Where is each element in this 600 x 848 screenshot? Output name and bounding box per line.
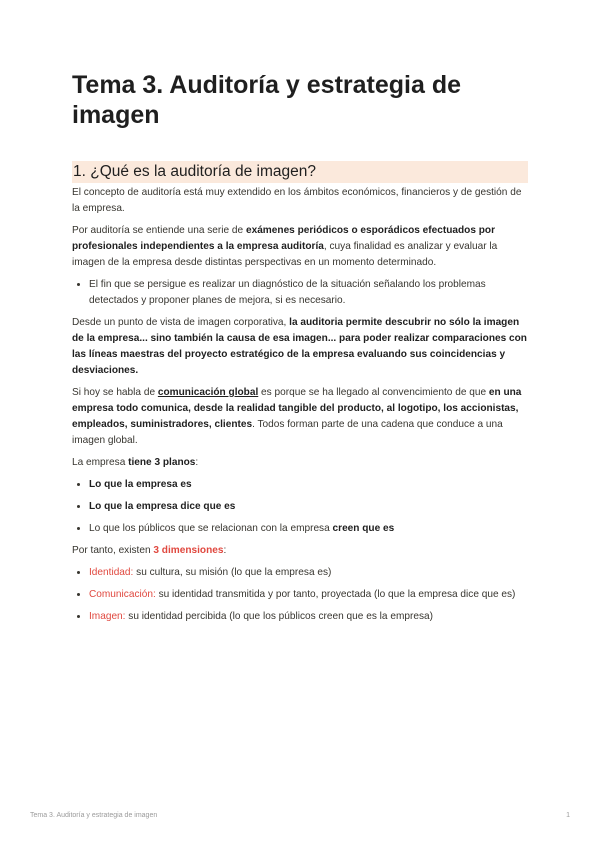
text-span: su identidad transmitida y por tanto, proyectada (lo que la empresa dice que es) <box>155 589 516 600</box>
dimension-label: Imagen: <box>89 611 126 622</box>
text-span: La empresa <box>72 457 129 468</box>
list-item: • El fin que se persigue es realizar un diagnóstico de la situación señalando los problemas detectados y proponer planes de mejora, si es necesario. <box>89 277 528 309</box>
dimension-label: Comunicación: <box>89 589 156 600</box>
paragraph-1: El concepto de auditoría está muy extendido en los ámbitos económicos, financieros y de gestión de la empresa. <box>72 187 522 214</box>
text-span: Desde un punto de vista de imagen corporativa, <box>72 317 290 328</box>
bold-span: creen que es <box>332 523 395 534</box>
list-item <box>89 587 528 603</box>
document-body <box>72 185 528 631</box>
section-heading-text: 1. ¿Qué es la auditoría de imagen? <box>73 163 316 180</box>
text-span: Si hoy se habla de <box>72 387 158 398</box>
bullet-list-1 <box>72 277 528 309</box>
planos-list <box>72 477 528 537</box>
bold-span: exámenes periódicos o esporádicos efectuados por profesionales independientes a la empresa auditoría <box>72 225 496 252</box>
page-title: Tema 3. Auditoría y estrategia de imagen <box>72 71 462 129</box>
red-bold-span: 3 dimensiones <box>153 545 224 556</box>
bold-span: Lo que la empresa dice que es <box>89 501 236 512</box>
text-span: : <box>195 457 199 468</box>
list-item <box>89 521 528 537</box>
bold-span: Lo que la empresa es <box>89 479 192 490</box>
paragraph-2 <box>72 223 528 271</box>
footer-title: Tema 3. Auditoría y estrategia de imagen <box>30 812 158 819</box>
list-item <box>89 609 528 625</box>
section-heading-1 <box>72 161 528 183</box>
text-span: . Todos forman parte de una cadena que conduce a una imagen global. <box>72 419 503 446</box>
list-item <box>89 565 528 581</box>
text-span: su cultura, su misión (lo que la empresa es) <box>133 567 332 578</box>
bold-span: la auditoria permite descubrir no sólo la imagen de la empresa... sino también la causa de esa imagen... para poder realizar comparaciones con las líneas maestras del proyecto estratégico de la empresa evaluando sus coincidencias y desviaciones. <box>72 317 527 376</box>
page-footer <box>30 812 570 819</box>
text-span: , cuya finalidad es analizar y evaluar la imagen de la empresa desde distintas perspectivas en un momento determinado. <box>72 241 498 268</box>
paragraph-3 <box>72 315 528 379</box>
text-span: Por tanto, existen <box>72 545 154 556</box>
paragraph-6 <box>72 543 528 559</box>
page-number: 1 <box>566 812 570 819</box>
paragraph-4 <box>72 385 528 449</box>
text-span: su identidad percibida (lo que los públicos creen que es la empresa) <box>125 611 433 622</box>
text-span: Lo que los públicos que se relacionan con la empresa <box>89 523 333 534</box>
bold-span: tiene 3 planos <box>128 457 196 468</box>
list-item <box>89 499 528 515</box>
dimension-label: Identidad: <box>89 567 134 578</box>
text-span: Por auditoría se entiende una serie de <box>72 225 246 236</box>
dimensiones-list <box>72 565 528 625</box>
text-span: es porque se ha llegado al convencimiento de que <box>258 387 489 398</box>
text-span: : <box>223 545 227 556</box>
bold-span: en una empresa todo comunica, desde la realidad tangible del producto, al logotipo, los accionistas, empleados, suministradores, clientes <box>72 387 522 430</box>
list-item <box>89 477 528 493</box>
paragraph-5 <box>72 455 528 471</box>
underlined-bold-span: comunicación global <box>157 387 259 398</box>
